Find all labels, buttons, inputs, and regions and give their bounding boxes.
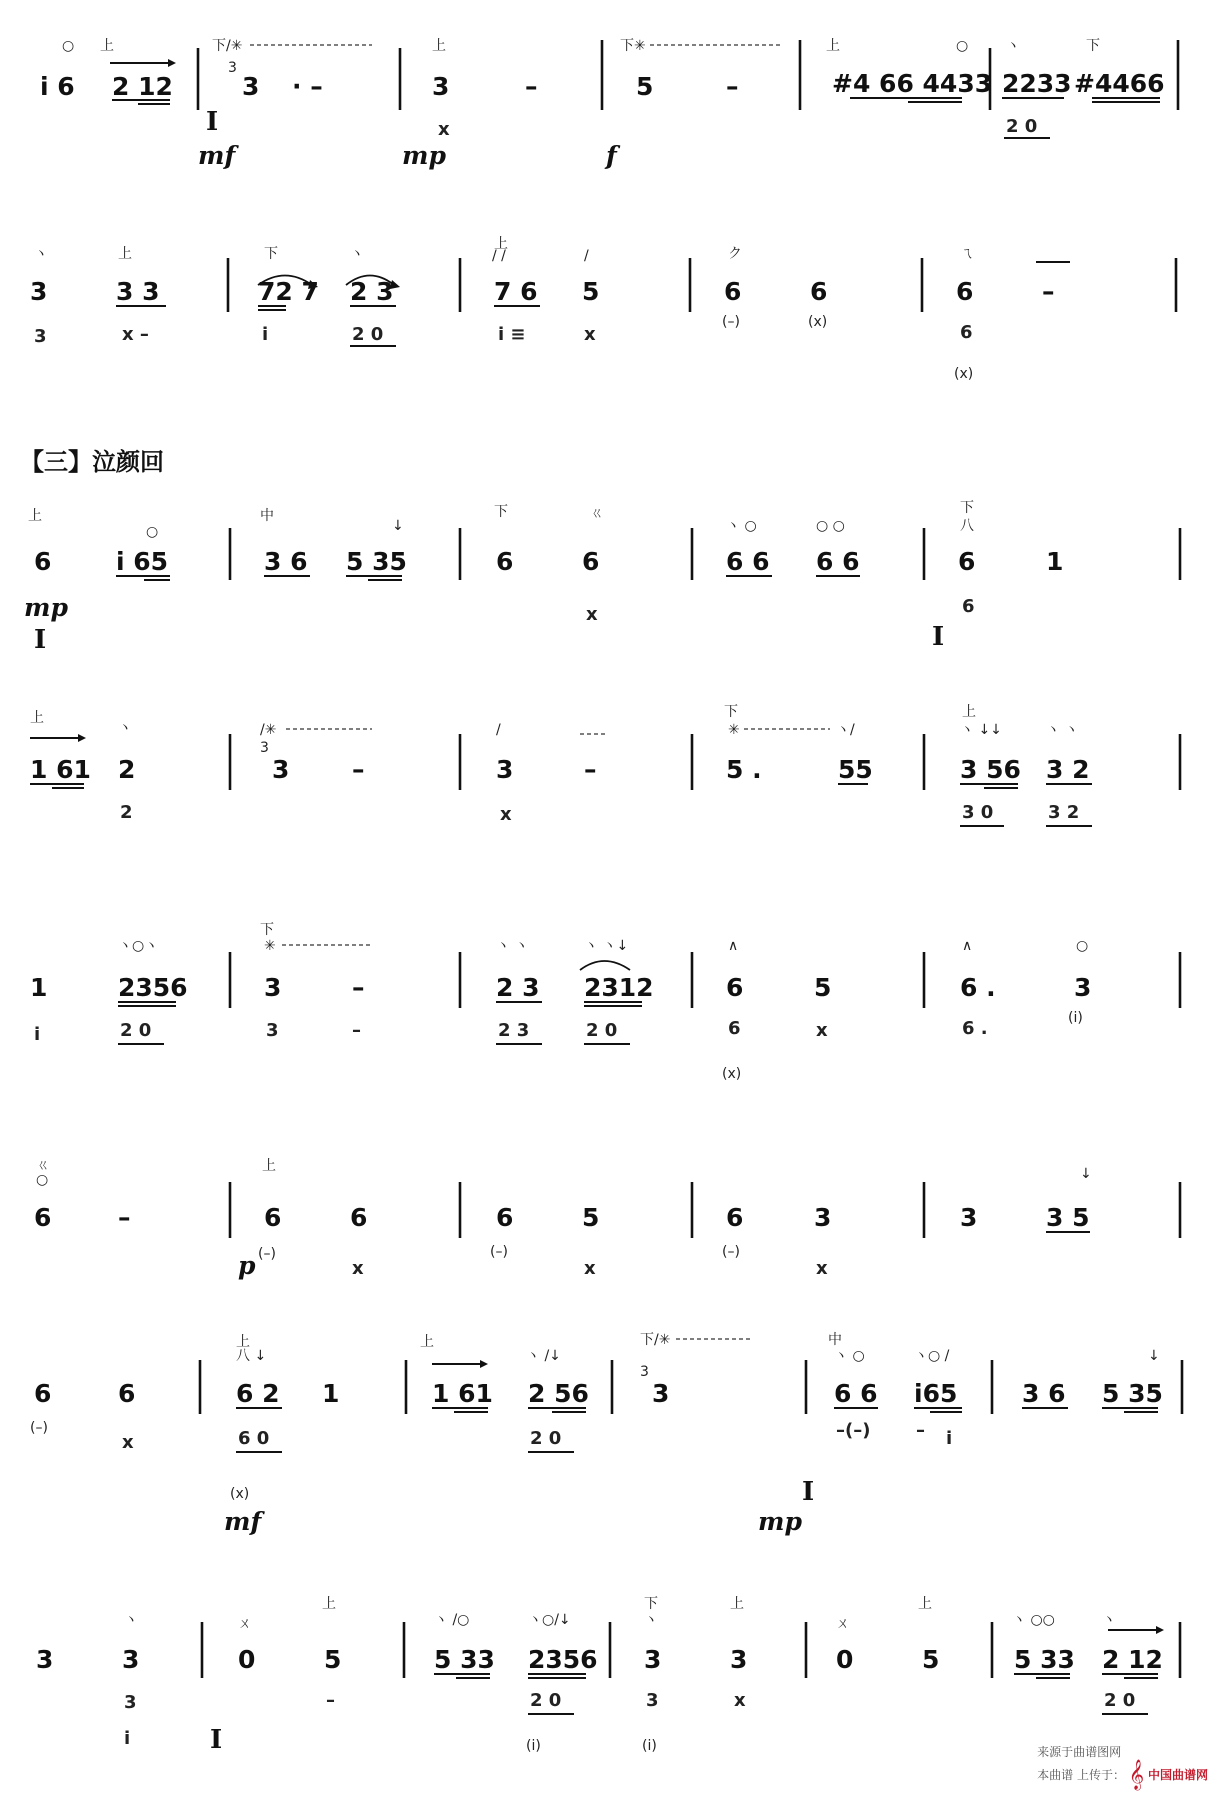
svg-text:下/✳: 下/✳: [212, 38, 243, 54]
system-1: [40, 38, 1178, 170]
svg-text:(–): (–): [722, 1244, 740, 1260]
svg-text:i: i: [262, 324, 269, 345]
svg-text:3: 3: [1074, 973, 1092, 1002]
svg-text:6: 6: [350, 1203, 368, 1232]
svg-text:5 35: 5 35: [1102, 1379, 1163, 1408]
svg-text:ヽ: ヽ: [1102, 1612, 1116, 1628]
svg-text:2233: 2233: [1002, 69, 1072, 98]
system-6: [34, 1158, 1180, 1280]
svg-text:○ ○: ○ ○: [816, 518, 845, 534]
svg-text:∧: ∧: [728, 938, 739, 954]
svg-text:1: 1: [1046, 547, 1064, 576]
svg-text:x: x: [438, 119, 450, 140]
svg-text:6: 6: [728, 1018, 741, 1039]
svg-text:ヽ /○: ヽ /○: [434, 1612, 470, 1628]
svg-text:3: 3: [242, 72, 260, 101]
svg-text:上: 上: [962, 704, 976, 720]
svg-text:3: 3: [36, 1645, 54, 1674]
svg-text:ㄨ: ㄨ: [836, 1616, 850, 1632]
svg-text:八: 八: [960, 518, 974, 534]
svg-text:3 2: 3 2: [1046, 755, 1090, 784]
section-heading: 【三】泣颜回: [20, 448, 164, 476]
svg-text:/: /: [496, 722, 501, 738]
svg-text:3 3: 3 3: [116, 277, 160, 306]
svg-text:i: i: [946, 1428, 953, 1449]
svg-text:x: x: [816, 1258, 828, 1279]
svg-text:上: 上: [432, 38, 446, 54]
svg-text:3 5: 3 5: [1046, 1203, 1090, 1232]
svg-text:上: 上: [236, 1334, 250, 1350]
svg-text:ㄟ: ㄟ: [960, 246, 974, 262]
svg-text:↓: ↓: [1080, 1166, 1092, 1182]
svg-text:ヽ○ /: ヽ○ /: [914, 1348, 950, 1364]
svg-text:2: 2: [118, 755, 136, 784]
svg-text:ㄍ: ㄍ: [36, 1158, 50, 1174]
svg-text:/: /: [584, 248, 589, 264]
svg-text:下: 下: [960, 500, 974, 516]
svg-text:3: 3: [228, 60, 237, 76]
svg-text:/✳: /✳: [260, 722, 277, 738]
svg-text:#4 66 4433: #4 66 4433: [832, 69, 993, 98]
svg-text:–: –: [584, 755, 597, 784]
svg-text:/ /: / /: [492, 248, 506, 264]
system-2: [30, 236, 1176, 382]
svg-text:(x): (x): [808, 314, 828, 330]
svg-text:2 12: 2 12: [1102, 1645, 1163, 1674]
svg-text:72 7: 72 7: [258, 277, 319, 306]
svg-text:–: –: [326, 1690, 335, 1711]
system-4: [30, 704, 1180, 826]
svg-text:–: –: [352, 1020, 361, 1041]
svg-text:ㄨ: ㄨ: [238, 1616, 252, 1632]
svg-text:3: 3: [122, 1645, 140, 1674]
svg-text:2 3: 2 3: [350, 277, 394, 306]
svg-text:6 0: 6 0: [238, 1428, 270, 1449]
svg-text:2 3: 2 3: [496, 973, 540, 1002]
svg-text:3: 3: [30, 277, 48, 306]
svg-text:1 61: 1 61: [30, 755, 91, 784]
svg-text:6: 6: [960, 322, 973, 343]
svg-text:○: ○: [36, 1172, 49, 1188]
svg-text:(–): (–): [258, 1246, 276, 1262]
svg-text:下: 下: [644, 1596, 658, 1612]
svg-text:5 33: 5 33: [1014, 1645, 1075, 1674]
svg-text:ヽ○ヽ: ヽ○ヽ: [118, 938, 159, 954]
svg-text:3 6: 3 6: [1022, 1379, 1066, 1408]
svg-text:55: 55: [838, 755, 873, 784]
svg-text:I: I: [802, 1477, 815, 1507]
svg-text:6: 6: [496, 1203, 514, 1232]
svg-text:5: 5: [922, 1645, 940, 1674]
svg-text:6: 6: [118, 1379, 136, 1408]
svg-text:I: I: [932, 622, 945, 652]
svg-text:3: 3: [730, 1645, 748, 1674]
svg-text:ヽ○/↓: ヽ○/↓: [528, 1612, 571, 1628]
svg-text:5: 5: [324, 1645, 342, 1674]
svg-text:5: 5: [582, 1203, 600, 1232]
svg-text:6 .: 6 .: [960, 973, 996, 1002]
dynamic-mp: mp: [402, 141, 446, 170]
svg-text:下: 下: [724, 704, 738, 720]
svg-text:○: ○: [956, 38, 969, 54]
svg-text:x: x: [586, 604, 598, 625]
svg-text:· –: · –: [292, 72, 323, 101]
svg-text:6: 6: [810, 277, 828, 306]
svg-text:(–): (–): [722, 314, 740, 330]
svg-text:3 2: 3 2: [1048, 802, 1080, 823]
dynamic-f: f: [606, 141, 617, 170]
svg-text:下: 下: [260, 922, 274, 938]
dynamic-mf: mf: [198, 141, 236, 170]
svg-text:(x): (x): [722, 1066, 742, 1082]
svg-text:上: 上: [30, 710, 44, 726]
svg-text:ク: ク: [728, 246, 742, 262]
treble-clef-icon: 𝄞: [1128, 1760, 1145, 1790]
svg-text:x –: x –: [122, 324, 149, 345]
svg-text:上: 上: [420, 1334, 434, 1350]
svg-text:x: x: [734, 1690, 746, 1711]
svg-text:2 0: 2 0: [352, 324, 384, 345]
svg-text:x: x: [352, 1258, 364, 1279]
svg-text:6 6: 6 6: [816, 547, 860, 576]
svg-text:–: –: [726, 72, 739, 101]
svg-text:3: 3: [652, 1379, 670, 1408]
svg-text:(i): (i): [1068, 1010, 1083, 1026]
watermark-source: 来源于曲谱图网: [1037, 1745, 1122, 1759]
svg-text:5: 5: [636, 72, 654, 101]
svg-text:ヽ ○○: ヽ ○○: [1012, 1612, 1055, 1628]
svg-text:6: 6: [34, 1379, 52, 1408]
svg-text:7 6: 7 6: [494, 277, 538, 306]
svg-text:✳: ✳: [728, 722, 740, 738]
svg-text:3: 3: [264, 973, 282, 1002]
svg-text:5 .: 5 .: [726, 755, 762, 784]
svg-text:∧: ∧: [962, 938, 973, 954]
svg-text:#4466: #4466: [1074, 69, 1165, 98]
svg-text:3: 3: [814, 1203, 832, 1232]
svg-text:3 56: 3 56: [960, 755, 1021, 784]
svg-text:6 6: 6 6: [726, 547, 770, 576]
watermark-middle: 上传于：: [1076, 1768, 1125, 1782]
svg-text:3: 3: [496, 755, 514, 784]
svg-text:上: 上: [118, 246, 132, 262]
svg-text:6: 6: [496, 547, 514, 576]
svg-text:○: ○: [1076, 938, 1089, 954]
svg-text:6: 6: [34, 547, 52, 576]
svg-text:上: 上: [730, 1596, 744, 1612]
svg-text:i ≡: i ≡: [498, 324, 526, 345]
svg-text:x: x: [816, 1020, 828, 1041]
watermark-site: 中国曲谱网: [1147, 1768, 1208, 1782]
svg-text:2356: 2356: [118, 973, 188, 1002]
svg-text:ヽ: ヽ: [1006, 38, 1020, 54]
svg-text:3: 3: [960, 1203, 978, 1232]
svg-text:0: 0: [238, 1645, 256, 1674]
svg-text:3: 3: [646, 1690, 659, 1711]
svg-text:✳: ✳: [264, 938, 276, 954]
svg-text:–: –: [916, 1420, 925, 1441]
system-7: [30, 1331, 1182, 1536]
svg-text:6: 6: [34, 1203, 52, 1232]
svg-text:上: 上: [826, 38, 840, 54]
svg-text:中: 中: [260, 508, 274, 524]
svg-text:ヽ/: ヽ/: [836, 722, 855, 738]
svg-text:–: –: [1042, 277, 1055, 306]
watermark-prefix: 本曲谱: [1037, 1768, 1074, 1782]
svg-text:(i): (i): [642, 1738, 657, 1754]
svg-text:I: I: [210, 1725, 223, 1755]
svg-text:0: 0: [836, 1645, 854, 1674]
svg-text:ヽ ○: ヽ ○: [726, 518, 757, 534]
svg-text:(x): (x): [954, 366, 974, 382]
svg-text:ㄍ: ㄍ: [590, 506, 604, 522]
svg-text:1: 1: [30, 973, 48, 1002]
svg-text:5: 5: [814, 973, 832, 1002]
svg-text:↓: ↓: [392, 518, 404, 534]
svg-text:3: 3: [266, 1020, 279, 1041]
svg-text:↓: ↓: [1148, 1348, 1160, 1364]
svg-text:2 56: 2 56: [528, 1379, 589, 1408]
svg-text:6: 6: [962, 596, 975, 617]
svg-text:上: 上: [28, 508, 42, 524]
svg-text:(–): (–): [490, 1244, 508, 1260]
svg-text:6: 6: [726, 973, 744, 1002]
svg-text:ヽ ヽ: ヽ ヽ: [1046, 722, 1079, 738]
svg-text:下: 下: [264, 246, 278, 262]
svg-text:x: x: [584, 324, 596, 345]
svg-text:上: 上: [322, 1596, 336, 1612]
svg-text:ヽ ヽ↓: ヽ ヽ↓: [584, 938, 629, 954]
svg-text:3: 3: [640, 1364, 649, 1380]
svg-text:2 3: 2 3: [498, 1020, 530, 1041]
svg-text:6: 6: [726, 1203, 744, 1232]
svg-text:ヽ: ヽ: [34, 246, 48, 262]
svg-text:6: 6: [582, 547, 600, 576]
svg-text:1: 1: [322, 1379, 340, 1408]
system-8: [36, 1596, 1180, 1755]
svg-text:5 35: 5 35: [346, 547, 407, 576]
svg-text:I: I: [206, 107, 219, 137]
svg-text:ヽ: ヽ: [350, 246, 364, 262]
svg-text:2 0: 2 0: [586, 1020, 618, 1041]
svg-text:3 0: 3 0: [962, 802, 994, 823]
svg-text:八 ↓: 八 ↓: [236, 1348, 267, 1364]
svg-text:–: –: [352, 973, 365, 1002]
svg-text:3: 3: [644, 1645, 662, 1674]
svg-text:(i): (i): [526, 1738, 541, 1754]
svg-text:–: –: [352, 755, 365, 784]
svg-text:i65: i65: [914, 1379, 958, 1408]
svg-text:i: i: [34, 1024, 41, 1045]
svg-text:下: 下: [494, 504, 508, 520]
svg-text:○: ○: [62, 38, 75, 54]
svg-text:3 6: 3 6: [264, 547, 308, 576]
svg-text:6 6: 6 6: [834, 1379, 878, 1408]
svg-text:I: I: [34, 625, 47, 655]
svg-text:i: i: [124, 1728, 131, 1749]
svg-text:2: 2: [120, 802, 133, 823]
svg-text:ヽ ヽ: ヽ ヽ: [496, 938, 529, 954]
svg-text:下/✳: 下/✳: [640, 1332, 671, 1348]
svg-text:ヽ /↓: ヽ /↓: [526, 1348, 561, 1364]
svg-text:i 65: i 65: [116, 547, 169, 576]
svg-text:下: 下: [1086, 38, 1100, 54]
svg-text:3: 3: [272, 755, 290, 784]
svg-text:中: 中: [828, 1332, 842, 1348]
svg-text:6: 6: [958, 547, 976, 576]
svg-text:2 0: 2 0: [120, 1020, 152, 1041]
svg-text:2 0: 2 0: [1104, 1690, 1136, 1711]
svg-text:(x): (x): [230, 1486, 250, 1502]
svg-text:–(–): –(–): [836, 1420, 871, 1441]
svg-text:ヽ: ヽ: [644, 1612, 658, 1628]
svg-text:ヽ: ヽ: [124, 1612, 138, 1628]
svg-text:x: x: [500, 804, 512, 825]
svg-text:2 0: 2 0: [530, 1690, 562, 1711]
svg-text:2312: 2312: [584, 973, 654, 1002]
svg-text:上: 上: [494, 236, 508, 252]
svg-text:x: x: [122, 1432, 134, 1453]
svg-text:(–): (–): [30, 1420, 48, 1436]
svg-text:2 12: 2 12: [112, 72, 173, 101]
svg-text:○: ○: [146, 524, 159, 540]
system-5: [30, 922, 1180, 1082]
dynamic-p: p: [238, 1251, 256, 1280]
dynamic-mp: mp: [758, 1507, 802, 1536]
dynamic-mp: mp: [24, 593, 68, 622]
system-3: [24, 500, 1180, 655]
svg-text:–: –: [525, 72, 538, 101]
svg-text:5: 5: [582, 277, 600, 306]
svg-text:3: 3: [124, 1692, 137, 1713]
svg-text:3: 3: [34, 326, 47, 347]
svg-text:1 61: 1 61: [432, 1379, 493, 1408]
svg-text:下✳: 下✳: [620, 38, 646, 54]
svg-text:6: 6: [956, 277, 974, 306]
svg-text:6 .: 6 .: [962, 1018, 988, 1039]
dynamic-mf: mf: [224, 1507, 262, 1536]
svg-text:上: 上: [262, 1158, 276, 1174]
svg-text:上: 上: [100, 38, 114, 54]
svg-text:上: 上: [918, 1596, 932, 1612]
svg-text:2 0: 2 0: [530, 1428, 562, 1449]
svg-text:ヽ: ヽ: [118, 720, 132, 736]
watermark: [1037, 1743, 1208, 1791]
svg-text:6: 6: [724, 277, 742, 306]
svg-text:ヽ ↓↓: ヽ ↓↓: [960, 722, 1002, 738]
svg-text:–: –: [118, 1203, 131, 1232]
svg-text:ヽ ○: ヽ ○: [834, 1348, 865, 1364]
svg-text:3: 3: [260, 740, 269, 756]
svg-text:3: 3: [432, 72, 450, 101]
svg-text:2356: 2356: [528, 1645, 598, 1674]
svg-text:5 33: 5 33: [434, 1645, 495, 1674]
svg-text:x: x: [584, 1258, 596, 1279]
svg-text:6: 6: [264, 1203, 282, 1232]
svg-text:i 6: i 6: [40, 72, 75, 101]
svg-text:2 0: 2 0: [1006, 116, 1038, 137]
svg-text:6 2: 6 2: [236, 1379, 280, 1408]
